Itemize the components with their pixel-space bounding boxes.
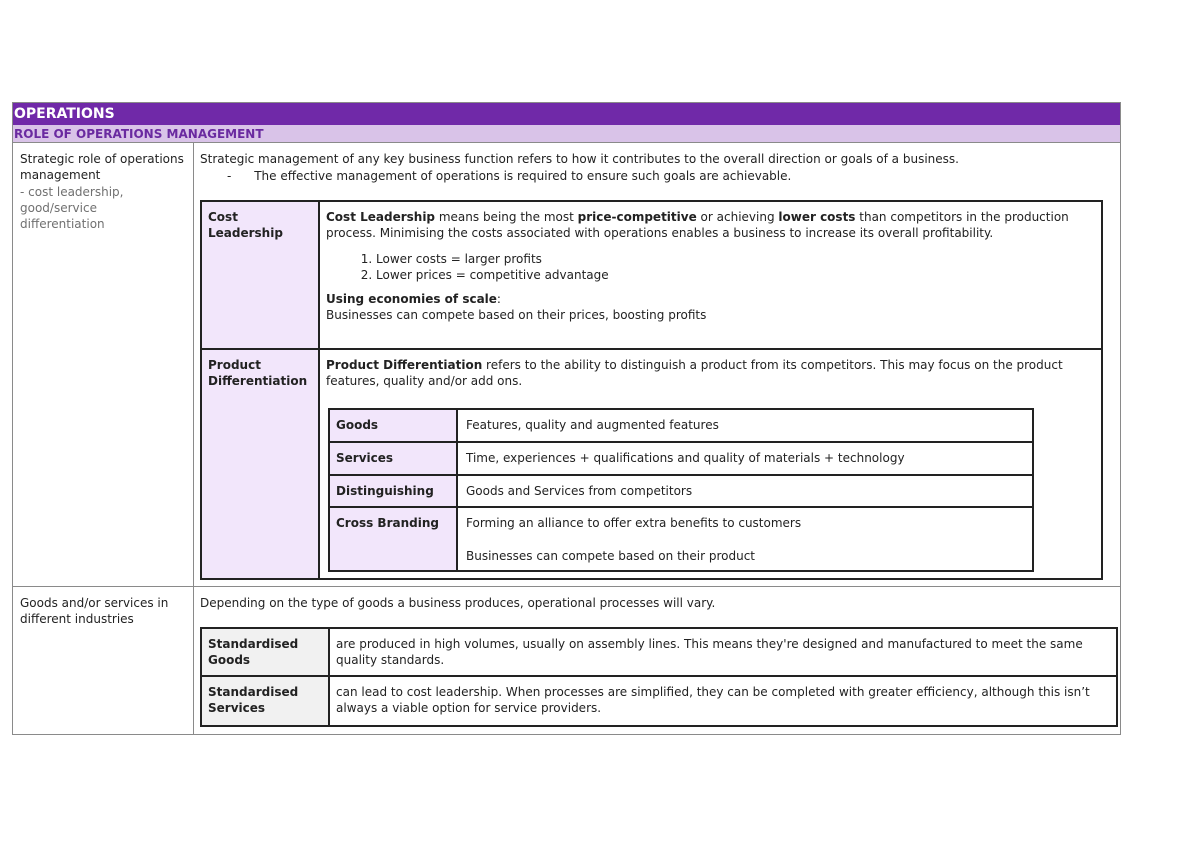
standardised-table — [200, 627, 1118, 727]
services-label: Services — [330, 443, 458, 474]
distinguishing-label: Distinguishing — [330, 476, 458, 506]
table-row — [330, 476, 1032, 508]
table-row — [330, 443, 1032, 476]
services-value: Time, experiences + qualifications and quality of materials + technology — [466, 451, 905, 465]
row-divider — [13, 586, 1120, 587]
goods-label: Goods — [330, 410, 458, 441]
strategic-intro-bullet: - The effective management of operations is required to ensure such goals are achievable. — [227, 169, 792, 183]
differentiation-table — [328, 408, 1034, 572]
cross-branding-label: Cross Branding — [330, 508, 458, 570]
cost-leadership-content — [320, 202, 1101, 350]
cost-leadership-label: Cost Leadership — [202, 202, 320, 350]
distinguishing-value: Goods and Services from competitors — [466, 484, 693, 498]
standardised-services-label: Standardised Services — [202, 677, 330, 725]
product-differentiation-label: Product Differentiation — [202, 350, 320, 578]
standardised-services-value: can lead to cost leadership. When processes are simplified, they can be completed with greater efficiency, although this isn’t always a viable option for service providers. — [336, 685, 1090, 715]
strategy-table — [200, 200, 1103, 580]
goods-value: Features, quality and augmented features — [466, 418, 719, 432]
cross-branding-value: Forming an alliance to offer extra benefits to customers — [466, 516, 802, 530]
column-divider — [193, 143, 194, 735]
cost-leadership-list — [326, 251, 1095, 283]
list-item: 2. Lower prices = competitive advantage — [376, 267, 1095, 283]
cost-leadership-definition: Cost Leadership means being the most price-competitive or achieving lower costs than competitors in the production process. Minimising the costs associated with operations enables a business to increase its overall profitability. — [326, 210, 1069, 240]
goods-services-intro: Depending on the type of goods a business produces, operational processes will vary. — [200, 596, 716, 610]
product-footer-text: Businesses can compete based on their product — [466, 549, 755, 563]
strategic-role-subtitle: - cost leadership, good/service differentiation — [20, 185, 124, 231]
list-item: 1. Lower costs = larger profits — [376, 251, 1095, 267]
operations-document — [12, 102, 1121, 735]
strategic-intro: Strategic management of any key business function refers to how it contributes to the overall direction or goals of a business. — [200, 152, 959, 166]
product-differentiation-content — [320, 350, 1101, 410]
strategic-role-title: Strategic role of operations management — [20, 152, 184, 182]
goods-services-title: Goods and/or services in different industries — [20, 596, 169, 626]
economies-of-scale-text: Businesses can compete based on their prices, boosting profits — [326, 308, 707, 322]
table-row — [330, 410, 1032, 443]
standardised-goods-value: are produced in high volumes, usually on assembly lines. This means they're designed and manufactured to meet the same quality standards. — [330, 629, 1116, 677]
section-title: OPERATIONS — [13, 103, 1120, 125]
table-row — [330, 508, 1032, 570]
standardised-goods-label: Standardised Goods — [202, 629, 330, 677]
economies-of-scale: Using economies of scale: — [326, 292, 501, 306]
section-subtitle: ROLE OF OPERATIONS MANAGEMENT — [13, 125, 1120, 143]
product-differentiation-definition: Product Differentiation refers to the ability to distinguish a product from its competitors. This may focus on the product features, quality and/or add ons. — [326, 358, 1063, 388]
